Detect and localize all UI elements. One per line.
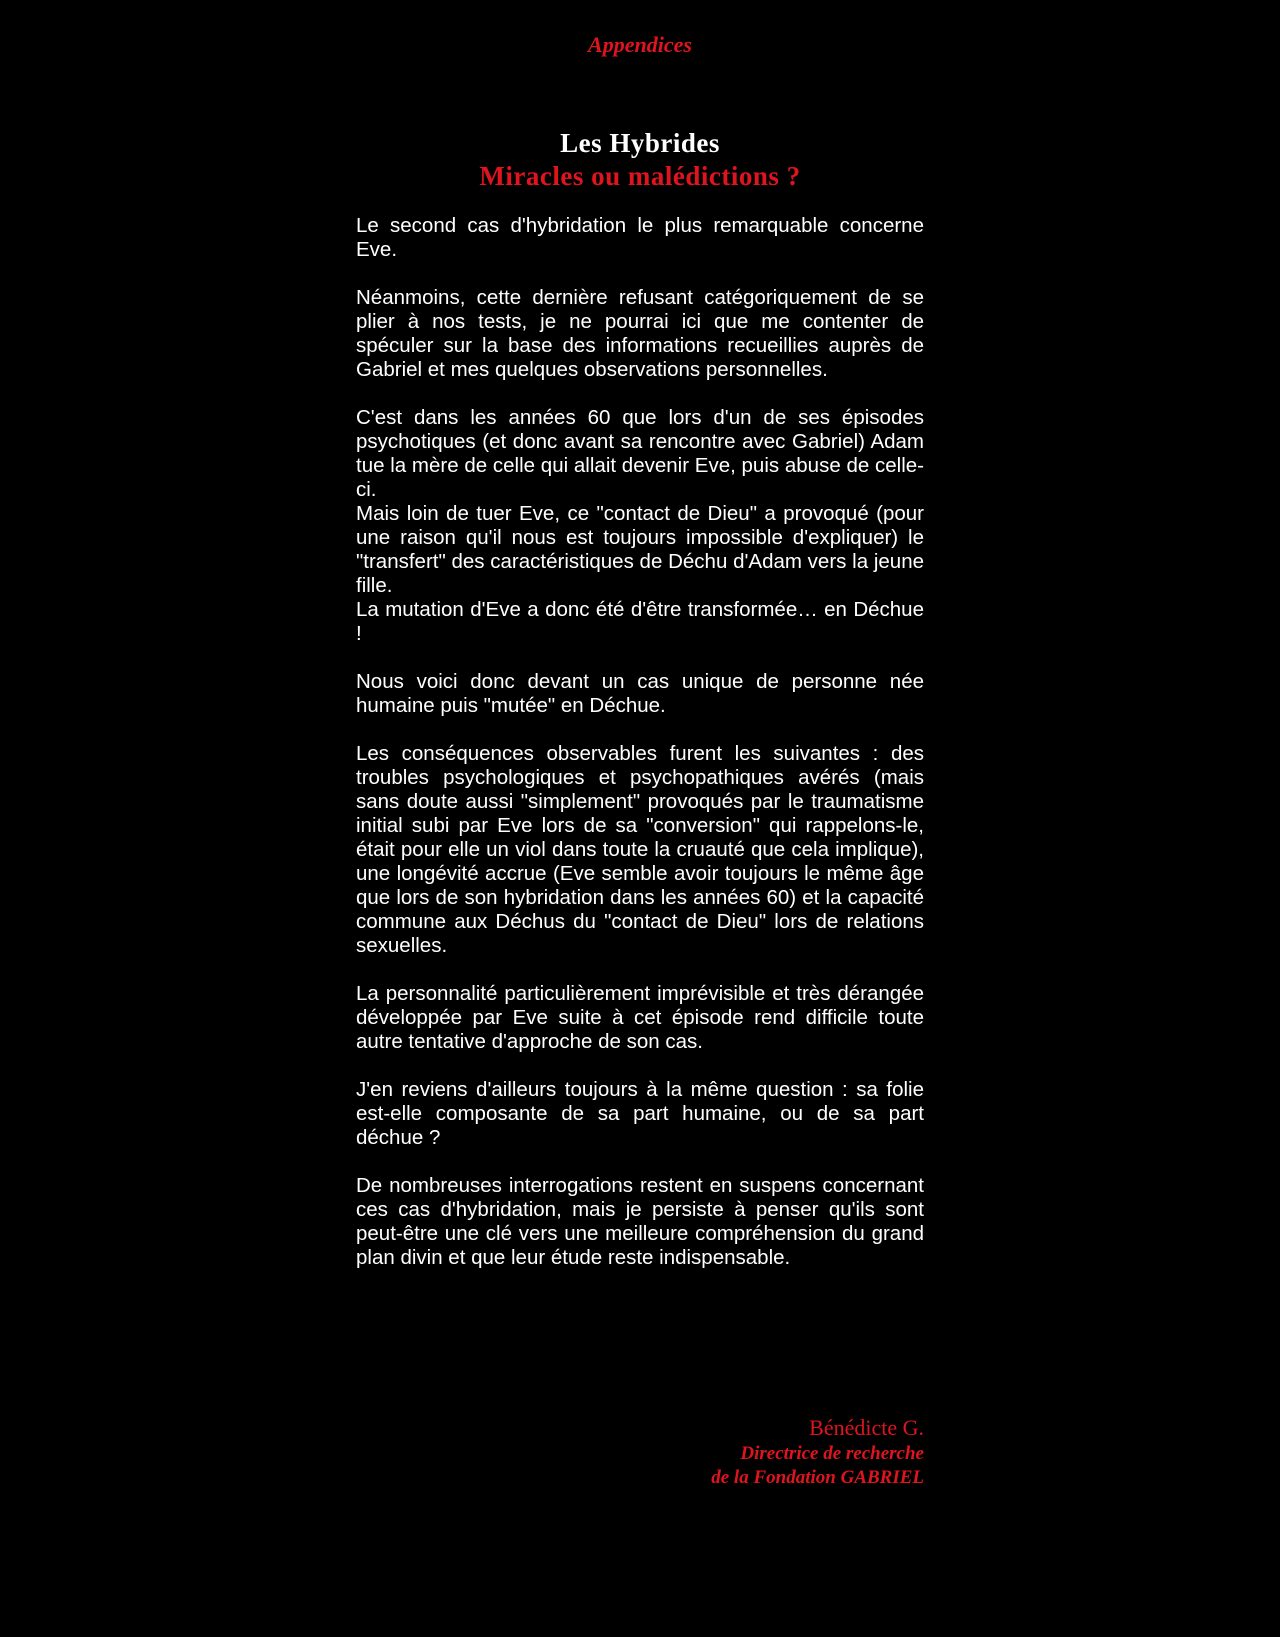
signature-role-line1: Directrice de recherche	[740, 1443, 924, 1464]
paragraph: Le second cas d'hybridation le plus remarquable concerne Eve.	[356, 214, 924, 261]
article-body	[356, 214, 924, 1294]
paragraph: Mais loin de tuer Eve, ce "contact de Dieu" a provoqué (pour une raison qu'il nous est toujours impossible d'expliquer) le "transfert" des caractéristiques de Déchu d'Adam vers la jeune fille.	[356, 502, 924, 597]
paragraph: La mutation d'Eve a donc été d'être transformée… en Déchue !	[356, 598, 924, 645]
page-subtitle: Miracles ou malédictions ?	[479, 161, 801, 191]
paragraph: J'en reviens d'ailleurs toujours à la même question : sa folie est-elle composante de sa part humaine, ou de sa part déchue ?	[356, 1078, 924, 1149]
section-header: Appendices	[588, 32, 692, 57]
paragraph: Les conséquences observables furent les suivantes : des troubles psychologiques et psychopathiques avérés (mais sans doute aussi "simplement" provoqués par le traumatisme initial subi par Eve lors de sa "conversion" qui rappelons-le, était pour elle un viol dans toute la cruauté que cela implique), une longévité accrue (Eve semble avoir toujours le même âge que lors de son hybridation dans les années 60) et la capacité commune aux Déchus du "contact de Dieu" lors de relations sexuelles.	[356, 742, 924, 957]
paragraph: Néanmoins, cette dernière refusant catégoriquement de se plier à nos tests, je ne pourrai ici que me contenter de spéculer sur la base des informations recueillies auprès de Gabriel et mes quelques observations personnelles.	[356, 286, 924, 381]
paragraph: De nombreuses interrogations restent en suspens concernant ces cas d'hybridation, mais je persiste à penser qu'ils sont peut-être une clé vers une meilleure compréhension du grand plan divin et que leur étude reste indispensable.	[356, 1174, 924, 1269]
paragraph: C'est dans les années 60 que lors d'un de ses épisodes psychotiques (et donc avant sa rencontre avec Gabriel) Adam tue la mère de celle qui allait devenir Eve, puis abuse de celle-ci.	[356, 406, 924, 501]
signature-role-line2: de la Fondation GABRIEL	[711, 1467, 924, 1488]
title-block	[0, 126, 1280, 192]
paragraph: La personnalité particulièrement imprévisible et très dérangée développée par Eve suite à cet épisode rend difficile toute autre tentative d'approche de son cas.	[356, 982, 924, 1053]
signature-block	[711, 1414, 924, 1490]
paragraph: Nous voici donc devant un cas unique de personne née humaine puis "mutée" en Déchue.	[356, 670, 924, 717]
signature-name: Bénédicte G.	[809, 1415, 924, 1440]
page-title: Les Hybrides	[560, 128, 720, 158]
